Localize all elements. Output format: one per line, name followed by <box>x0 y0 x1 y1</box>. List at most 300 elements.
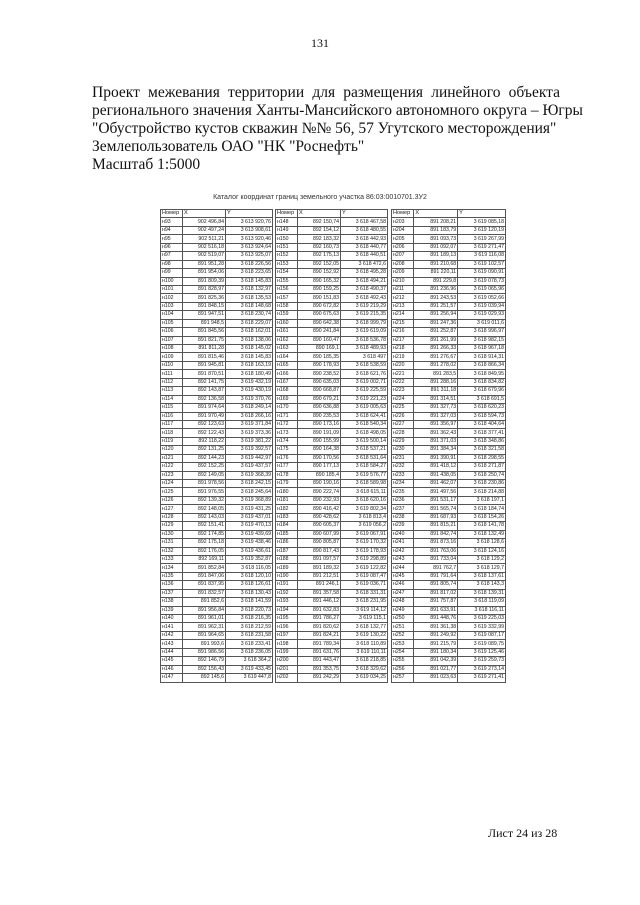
coord-x: 891 828,97 <box>183 285 226 293</box>
table-row <box>276 589 388 597</box>
point-number: н212 <box>392 294 414 302</box>
point-number: н144 <box>161 648 183 656</box>
table-row <box>276 640 388 648</box>
coord-x: 902 516,18 <box>183 243 226 251</box>
table-row <box>161 572 273 580</box>
coord-y: 3 619 225,59 <box>341 387 388 395</box>
table-row <box>392 513 506 521</box>
coord-y: 3 618 377,41 <box>458 429 506 437</box>
table-row <box>392 285 506 293</box>
table-row <box>276 243 388 251</box>
coord-y: 3 619 392,57 <box>226 446 273 454</box>
point-number: н133 <box>161 555 183 563</box>
table-row <box>392 555 506 563</box>
coord-x: 892 156,43 <box>183 665 226 673</box>
coord-x: 891 097,57 <box>298 555 341 563</box>
coord-y: 3 618 116,11 <box>458 606 506 614</box>
coord-x: 891 811,28 <box>183 345 226 353</box>
point-number: н198 <box>276 640 298 648</box>
point-number: н222 <box>392 378 414 386</box>
coord-x: 890 642,38 <box>298 319 341 327</box>
table-row <box>161 420 273 428</box>
coord-y: 3 618 914,31 <box>458 353 506 361</box>
table-row <box>276 311 388 319</box>
coord-x: 892 176,05 <box>183 547 226 555</box>
coord-x: 891 278,02 <box>414 361 458 369</box>
coord-x: 890 679,21 <box>298 395 341 403</box>
point-number: н109 <box>161 353 183 361</box>
coord-y: 3 619 439,69 <box>226 530 273 538</box>
coord-y: 3 613 924,64 <box>226 243 273 251</box>
coord-y: 3 618 494,21 <box>341 277 388 285</box>
point-number: н226 <box>392 412 414 420</box>
table-row <box>392 564 506 572</box>
table-row <box>161 463 273 471</box>
point-number: н236 <box>392 496 414 504</box>
coord-y: 3 618 250,74 <box>458 471 506 479</box>
point-number: н177 <box>276 463 298 471</box>
point-number: н221 <box>392 370 414 378</box>
coord-y: 3 618 236,05 <box>226 648 273 656</box>
table-row <box>392 480 506 488</box>
point-number: н238 <box>392 513 414 521</box>
table-row <box>276 598 388 606</box>
point-number: н207 <box>392 252 414 260</box>
coord-x: 890 155,99 <box>298 437 341 445</box>
table-row <box>161 387 273 395</box>
point-number: н135 <box>161 572 183 580</box>
coord-y: 3 619 298,89 <box>341 555 388 563</box>
coord-x: 891 242,29 <box>298 674 341 682</box>
coord-x: 890 241,84 <box>298 328 341 336</box>
coord-x: 890 232,93 <box>298 496 341 504</box>
coord-y: 3 618 331,31 <box>341 589 388 597</box>
coord-x: 902 511,21 <box>183 235 226 243</box>
coord-y: 3 619 221,23 <box>341 395 388 403</box>
table-row <box>276 378 388 386</box>
coord-y: 3 619 371,84 <box>226 420 273 428</box>
coord-x: 890 151,83 <box>298 294 341 302</box>
coord-x: 890 238,52 <box>298 370 341 378</box>
coord-x: 891 311,18 <box>414 387 458 395</box>
point-number: н99 <box>161 269 183 277</box>
coord-y: 3 618 348,86 <box>458 437 506 445</box>
sheet-label: Лист 24 из 28 <box>488 826 558 840</box>
table-row <box>392 345 506 353</box>
point-number: н93 <box>161 218 183 226</box>
table-row <box>276 285 388 293</box>
coord-y: 3 618 212,59 <box>226 623 273 631</box>
coord-x: 891 288,16 <box>414 378 458 386</box>
table-row <box>276 547 388 555</box>
point-number: н215 <box>392 319 414 327</box>
point-number: н131 <box>161 539 183 547</box>
table-row <box>276 370 388 378</box>
point-number: н137 <box>161 589 183 597</box>
table-row <box>276 564 388 572</box>
table-row <box>392 294 506 302</box>
coord-x: 891 976,55 <box>183 488 226 496</box>
table-row <box>392 395 506 403</box>
coord-x: 891 631,76 <box>298 648 341 656</box>
point-number: н128 <box>161 513 183 521</box>
point-number: н150 <box>276 235 298 243</box>
table-row <box>276 429 388 437</box>
table-row <box>161 665 273 673</box>
coord-x: 890 169,1 <box>298 345 341 353</box>
point-number: н123 <box>161 471 183 479</box>
coord-x: 891 964,65 <box>183 631 226 639</box>
coord-y: 3 618 226,56 <box>226 260 273 268</box>
coord-y: 3 618 271,87 <box>458 463 506 471</box>
coord-x: 891 852,84 <box>183 564 226 572</box>
point-number: н95 <box>161 235 183 243</box>
coord-y: 3 618 231,95 <box>341 598 388 606</box>
table-row <box>392 674 506 682</box>
point-number: н162 <box>276 336 298 344</box>
coord-y: 3 619 087,47 <box>341 572 388 580</box>
point-number: н96 <box>161 243 183 251</box>
coord-y: 3 619 005,63 <box>341 404 388 412</box>
table-row <box>161 260 273 268</box>
coord-x: 890 185,4 <box>298 471 341 479</box>
coord-x: 891 974,64 <box>183 404 226 412</box>
coord-y: 3 618 498,05 <box>341 429 388 437</box>
point-number: н248 <box>392 598 414 606</box>
coord-y: 3 619 178,93 <box>341 547 388 555</box>
coord-y: 3 619 120,19 <box>458 226 506 234</box>
coord-x: 891 251,57 <box>414 302 458 310</box>
table-row <box>161 353 273 361</box>
coord-x: 892 149,05 <box>183 471 226 479</box>
coord-x: 891 215,79 <box>414 640 458 648</box>
table-row <box>276 454 388 462</box>
table-row <box>161 328 273 336</box>
coord-y: 3 618 138,06 <box>226 336 273 344</box>
coord-y: 3 618 249,14 <box>226 404 273 412</box>
table-row <box>161 243 273 251</box>
coord-x: 902 496,84 <box>183 218 226 226</box>
table-row <box>392 404 506 412</box>
table-row <box>161 311 273 319</box>
coord-y: 3 618 589,98 <box>341 480 388 488</box>
coord-x: 891 789,34 <box>298 640 341 648</box>
coord-x: 891 945,81 <box>183 361 226 369</box>
point-number: н235 <box>392 488 414 496</box>
coord-x: 891 497,56 <box>414 488 458 496</box>
coord-x: 890 164,38 <box>298 446 341 454</box>
point-number: н120 <box>161 446 183 454</box>
point-number: н185 <box>276 530 298 538</box>
point-number: н110 <box>161 361 183 369</box>
point-number: н211 <box>392 285 414 293</box>
coord-x: 890 672,82 <box>298 302 341 310</box>
point-number: н229 <box>392 437 414 445</box>
coord-y: 3 618 996,97 <box>458 328 506 336</box>
table-row <box>161 505 273 513</box>
coord-y: 3 618 536,78 <box>341 336 388 344</box>
coord-y: 3 618 242,15 <box>226 480 273 488</box>
coord-x: 891 384,34 <box>414 446 458 454</box>
table-row <box>276 657 388 665</box>
table-row <box>392 269 506 277</box>
point-number: н154 <box>276 269 298 277</box>
table-row <box>276 277 388 285</box>
point-number: н139 <box>161 606 183 614</box>
point-number: н122 <box>161 463 183 471</box>
coord-x: 891 361,38 <box>414 623 458 631</box>
coord-x: 891 443,47 <box>298 657 341 665</box>
table-row <box>276 471 388 479</box>
coord-y: 3 619 090,91 <box>458 269 506 277</box>
coord-x: 890 416,42 <box>298 505 341 513</box>
heading-line-1: Проект межевания территории для размещения линейного объекта <box>92 84 560 101</box>
point-number: н234 <box>392 480 414 488</box>
table-row <box>276 361 388 369</box>
table-row <box>392 378 506 386</box>
coord-x: 892 136,58 <box>183 395 226 403</box>
table-row <box>161 252 273 260</box>
coord-x: 892 150,74 <box>298 218 341 226</box>
coord-y: 3 619 267,99 <box>458 235 506 243</box>
point-number: н224 <box>392 395 414 403</box>
coord-x: 891 786,27 <box>298 615 341 623</box>
coord-y: 3 619 087,17 <box>458 631 506 639</box>
coord-y: 3 619 122,82 <box>341 564 388 572</box>
point-number: н141 <box>161 623 183 631</box>
coord-x: 892 152,05 <box>298 260 341 268</box>
table-row <box>161 581 273 589</box>
point-number: н129 <box>161 522 183 530</box>
coord-x: 890 636,88 <box>298 404 341 412</box>
coord-x: 891 632,83 <box>298 606 341 614</box>
table-row <box>161 480 273 488</box>
coord-x: 891 687,93 <box>414 513 458 521</box>
point-number: н174 <box>276 437 298 445</box>
point-number: н158 <box>276 302 298 310</box>
coord-y: 3 618 472,6 <box>341 260 388 268</box>
coord-y: 3 618 145,02 <box>226 345 273 353</box>
coord-x: 890 159,25 <box>298 285 341 293</box>
table-row <box>276 302 388 310</box>
coord-x: 890 428,62 <box>298 513 341 521</box>
point-number: н172 <box>276 420 298 428</box>
table-row <box>161 539 273 547</box>
table-row <box>161 378 273 386</box>
coord-y: 3 613 920,46 <box>226 235 273 243</box>
point-number: н171 <box>276 412 298 420</box>
coord-y: 3 618 230,86 <box>458 480 506 488</box>
document-heading <box>92 84 583 174</box>
table-row <box>276 260 388 268</box>
coord-y: 3 618 492,43 <box>341 294 388 302</box>
table-row <box>392 572 506 580</box>
table-row <box>276 218 388 226</box>
table-row <box>161 446 273 454</box>
coord-x: 892 141,75 <box>183 378 226 386</box>
coord-x: 892 169,11 <box>183 555 226 563</box>
table-row <box>392 581 506 589</box>
coord-y: 3 619 368,39 <box>226 471 273 479</box>
coord-x: 891 212,51 <box>298 572 341 580</box>
table-row <box>276 530 388 538</box>
coord-x: 891 978,56 <box>183 480 226 488</box>
coord-x: 890 170,56 <box>298 454 341 462</box>
point-number: н189 <box>276 564 298 572</box>
table-row <box>161 294 273 302</box>
table-row <box>392 631 506 639</box>
table-row <box>392 437 506 445</box>
point-number: н119 <box>161 437 183 445</box>
table-row <box>276 674 388 682</box>
coord-x: 891 438,05 <box>414 471 458 479</box>
coord-x: 892 175,18 <box>183 539 226 547</box>
point-number: н219 <box>392 353 414 361</box>
coord-x: 891 247,36 <box>414 319 458 327</box>
coord-x: 892 183,32 <box>298 235 341 243</box>
coord-y: 3 618 141,78 <box>458 522 506 530</box>
coord-x: 891 236,96 <box>414 285 458 293</box>
table-row <box>276 412 388 420</box>
table-row <box>161 404 273 412</box>
coord-x: 891 956,84 <box>183 606 226 614</box>
coord-y: 3 618 180,49 <box>226 370 273 378</box>
point-number: н253 <box>392 640 414 648</box>
point-number: н160 <box>276 319 298 327</box>
table-row <box>392 319 506 327</box>
table-row <box>276 395 388 403</box>
header-number: Номер <box>161 210 183 218</box>
table-row <box>276 353 388 361</box>
coord-x: 891 633,91 <box>414 606 458 614</box>
table-row <box>161 218 273 226</box>
coord-x: 891 815,46 <box>183 353 226 361</box>
table-row <box>392 412 506 420</box>
coord-y: 3 619 436,61 <box>226 547 273 555</box>
table-row <box>276 606 388 614</box>
point-number: н251 <box>392 623 414 631</box>
point-number: н188 <box>276 555 298 563</box>
coord-y: 3 618 245,64 <box>226 488 273 496</box>
point-number: н98 <box>161 260 183 268</box>
table-row <box>392 226 506 234</box>
coord-x: 891 021,77 <box>414 665 458 673</box>
table-row <box>161 530 273 538</box>
coord-x: 890 160,47 <box>298 336 341 344</box>
coord-y: 3 618 184,74 <box>458 505 506 513</box>
coord-x: 891 825,36 <box>183 294 226 302</box>
coord-y: 3 618 223,65 <box>226 269 273 277</box>
point-number: н213 <box>392 302 414 310</box>
coord-x: 891 970,49 <box>183 412 226 420</box>
point-number: н161 <box>276 328 298 336</box>
coord-y: 3 618 220,73 <box>226 606 273 614</box>
table-row <box>276 505 388 513</box>
table-row <box>276 252 388 260</box>
point-number: н134 <box>161 564 183 572</box>
coord-x: 892 152,25 <box>183 463 226 471</box>
coord-x: 902 519,07 <box>183 252 226 260</box>
point-number: н145 <box>161 657 183 665</box>
point-number: н130 <box>161 530 183 538</box>
table-row <box>276 437 388 445</box>
coord-x: 890 191,09 <box>298 429 341 437</box>
point-number: н94 <box>161 226 183 234</box>
coord-x: 891 947,51 <box>183 311 226 319</box>
coord-x: 891 446,12 <box>298 598 341 606</box>
point-number: н178 <box>276 471 298 479</box>
coord-y: 3 619 011,6 <box>458 319 506 327</box>
coord-x: 892 118,22 <box>183 437 226 445</box>
coord-y: 3 619 332,99 <box>458 623 506 631</box>
table-row <box>161 589 273 597</box>
coord-x: 891 220,11 <box>414 269 458 277</box>
coord-x: 891 809,39 <box>183 277 226 285</box>
table-row <box>392 547 506 555</box>
table-row <box>392 336 506 344</box>
coord-y: 3 618 584,27 <box>341 463 388 471</box>
table-row <box>161 319 273 327</box>
coord-x: 891 092,07 <box>414 243 458 251</box>
table-row <box>392 277 506 285</box>
point-number: н116 <box>161 412 183 420</box>
coord-x: 892 143,87 <box>183 387 226 395</box>
table-row <box>392 539 506 547</box>
coord-x: 891 327,73 <box>414 404 458 412</box>
coord-x: 891 256,94 <box>414 311 458 319</box>
table-row <box>392 370 506 378</box>
point-number: н157 <box>276 294 298 302</box>
coord-x: 891 276,67 <box>414 353 458 361</box>
coord-y: 3 619 802,34 <box>341 505 388 513</box>
coord-x: 892 160,73 <box>298 243 341 251</box>
header-x: X <box>414 210 458 218</box>
point-number: н256 <box>392 665 414 673</box>
catalog-title: Каталог координат границ земельного участка 86:03:0010701.3У2 <box>213 194 427 201</box>
coord-x: 891 852,6 <box>183 598 226 606</box>
coord-x: 891 757,87 <box>414 598 458 606</box>
table-row <box>276 345 388 353</box>
point-number: н142 <box>161 631 183 639</box>
coord-y: 3 618 231,58 <box>226 631 273 639</box>
coord-y: 3 618 404,64 <box>458 420 506 428</box>
header-number: Номер <box>392 210 414 218</box>
table-row <box>161 429 273 437</box>
coord-y: 3 619 442,97 <box>226 454 273 462</box>
coord-x: 891 805,74 <box>414 581 458 589</box>
point-number: н124 <box>161 480 183 488</box>
header-x: X <box>298 210 341 218</box>
point-number: н197 <box>276 631 298 639</box>
table-row <box>161 302 273 310</box>
coord-y: 3 618 489,93 <box>341 345 388 353</box>
heading-scale: Масштаб 1:5000 <box>92 156 201 173</box>
table-row <box>161 235 273 243</box>
coord-y: 3 619 619,09 <box>341 328 388 336</box>
point-number: н114 <box>161 395 183 403</box>
coord-x: 890 177,13 <box>298 463 341 471</box>
coordinate-catalog <box>160 209 506 734</box>
coord-y: 3 619 067,91 <box>341 530 388 538</box>
point-number: н183 <box>276 513 298 521</box>
point-number: н106 <box>161 328 183 336</box>
point-number: н152 <box>276 252 298 260</box>
coord-y: 3 619 085,18 <box>458 218 506 226</box>
point-number: н169 <box>276 395 298 403</box>
table-row <box>276 522 388 530</box>
coord-y: 3 619 215,35 <box>341 311 388 319</box>
coord-y: 3 619 381,22 <box>226 437 273 445</box>
